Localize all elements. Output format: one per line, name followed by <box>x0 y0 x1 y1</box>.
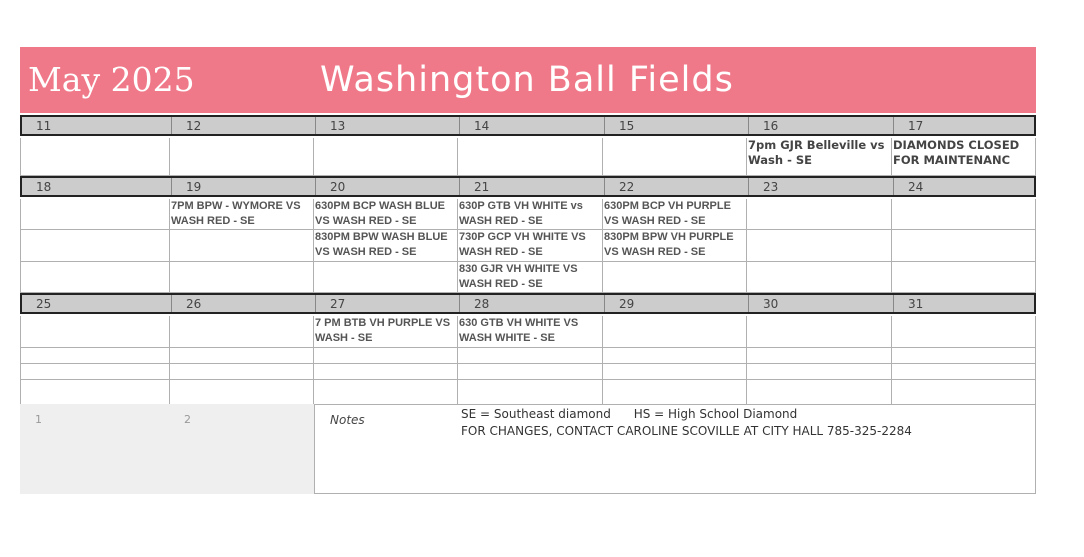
day-number: 26 <box>172 295 316 312</box>
day-column <box>892 199 1036 293</box>
game-slot: 730P GCP VH WHITE VS WASH RED - SE <box>458 230 602 262</box>
month-title: May 2025 <box>28 60 195 99</box>
game-slot <box>314 138 457 176</box>
day-column <box>603 138 747 176</box>
day-column <box>314 316 458 405</box>
week-cells <box>20 138 1036 176</box>
game-slot: 830PM BPW WASH BLUE VS WASH RED - SE <box>314 230 457 262</box>
game-slot: 830 GJR VH WHITE VS WASH RED - SE <box>458 262 602 293</box>
game-slot <box>21 316 169 348</box>
day-column <box>458 138 603 176</box>
game-slot: 7pm GJR Belleville vs Wash - SE <box>747 138 891 176</box>
day-column <box>458 199 603 293</box>
day-column <box>892 138 1036 176</box>
day-number: 21 <box>460 178 605 195</box>
game-slot <box>747 262 891 293</box>
day-column <box>892 316 1036 405</box>
legend-note: SE = Southeast diamond HS = High School Diamond <box>461 407 798 421</box>
day-number: 31 <box>908 297 924 311</box>
game-slot <box>603 138 746 176</box>
day-number: 28 <box>460 295 605 312</box>
day-number: 19 <box>172 178 316 195</box>
day-column <box>170 199 314 293</box>
game-slot <box>892 230 1035 262</box>
day-number: 20 <box>316 178 460 195</box>
game-slot: 7PM BPW - WYMORE VS WASH RED - SE <box>170 199 313 230</box>
week-cells <box>20 316 1036 405</box>
day-number: 11 <box>22 117 172 134</box>
game-slot <box>892 316 1035 348</box>
game-slot <box>21 380 169 405</box>
day-number: 16 <box>749 117 894 134</box>
game-slot <box>170 138 313 176</box>
week-date-bar <box>20 176 1036 197</box>
game-slot <box>314 262 457 293</box>
game-slot <box>747 230 891 262</box>
week-date-bar <box>20 293 1036 314</box>
calendar-footer <box>20 404 1036 494</box>
day-number: 14 <box>460 117 605 134</box>
day-number: 29 <box>605 295 749 312</box>
game-slot <box>170 316 313 348</box>
day-column <box>458 316 603 405</box>
day-number: 23 <box>749 178 894 195</box>
day-column <box>747 199 892 293</box>
game-slot <box>21 138 169 176</box>
calendar-header <box>20 47 1036 113</box>
day-number: 15 <box>605 117 749 134</box>
game-slot <box>314 380 457 405</box>
game-slot <box>21 230 169 262</box>
game-slot: DIAMONDS CLOSED FOR MAINTENANC <box>892 138 1035 176</box>
notes-label: Notes <box>330 413 365 427</box>
day-column <box>314 138 458 176</box>
game-slot <box>21 199 169 230</box>
day-column <box>20 199 170 293</box>
game-slot: 630PM BCP VH PURPLE VS WASH RED - SE <box>603 199 746 230</box>
game-slot <box>892 348 1035 364</box>
day-number: 13 <box>316 117 460 134</box>
day-number: 24 <box>908 180 924 194</box>
game-slot: 630PM BCP WASH BLUE VS WASH RED - SE <box>314 199 457 230</box>
day-column <box>20 316 170 405</box>
contact-note: FOR CHANGES, CONTACT CAROLINE SCOVILLE AT CITY HALL 785-325-2284 <box>461 424 912 438</box>
game-slot <box>170 230 313 262</box>
game-slot: 630 GTB VH WHITE VS WASH WHITE - SE <box>458 316 602 348</box>
day-number: 25 <box>22 295 172 312</box>
day-column <box>170 316 314 405</box>
game-slot <box>170 348 313 364</box>
game-slot <box>892 364 1035 380</box>
game-slot <box>603 262 746 293</box>
day-column <box>20 138 170 176</box>
game-slot <box>892 380 1035 405</box>
game-slot <box>892 199 1035 230</box>
game-slot <box>747 364 891 380</box>
game-slot: 830PM BPW VH PURPLE VS WASH RED - SE <box>603 230 746 262</box>
game-slot <box>458 364 602 380</box>
week-cells <box>20 199 1036 293</box>
day-column <box>747 138 892 176</box>
game-slot <box>603 348 746 364</box>
game-slot <box>747 316 891 348</box>
game-slot <box>603 364 746 380</box>
day-column <box>603 199 747 293</box>
day-number: 18 <box>22 178 172 195</box>
day-number: 17 <box>908 119 924 133</box>
next-month-days <box>20 404 314 494</box>
game-slot <box>21 348 169 364</box>
day-column <box>603 316 747 405</box>
day-column <box>747 316 892 405</box>
game-slot <box>458 348 602 364</box>
game-slot <box>314 364 457 380</box>
game-slot: 7 PM BTB VH PURPLE VS WASH - SE <box>314 316 457 348</box>
notes-box <box>314 404 1036 494</box>
day-number: 27 <box>316 295 460 312</box>
day-number: 22 <box>605 178 749 195</box>
day-column <box>170 138 314 176</box>
game-slot: 630P GTB VH WHITE vs WASH RED - SE <box>458 199 602 230</box>
next-month-date: 2 <box>184 413 191 426</box>
game-slot <box>603 380 746 405</box>
game-slot <box>747 199 891 230</box>
day-number: 30 <box>749 295 894 312</box>
game-slot <box>892 262 1035 293</box>
game-slot <box>21 262 169 293</box>
game-slot <box>747 348 891 364</box>
game-slot <box>458 380 602 405</box>
game-slot <box>170 262 313 293</box>
next-month-date: 1 <box>35 413 42 426</box>
week-date-bar <box>20 115 1036 136</box>
game-slot <box>603 316 746 348</box>
game-slot <box>747 380 891 405</box>
game-slot <box>170 380 313 405</box>
game-slot <box>458 138 602 176</box>
game-slot <box>170 364 313 380</box>
day-column <box>314 199 458 293</box>
game-slot <box>314 348 457 364</box>
game-slot <box>21 364 169 380</box>
page-title: Washington Ball Fields <box>320 60 734 100</box>
day-number: 12 <box>172 117 316 134</box>
